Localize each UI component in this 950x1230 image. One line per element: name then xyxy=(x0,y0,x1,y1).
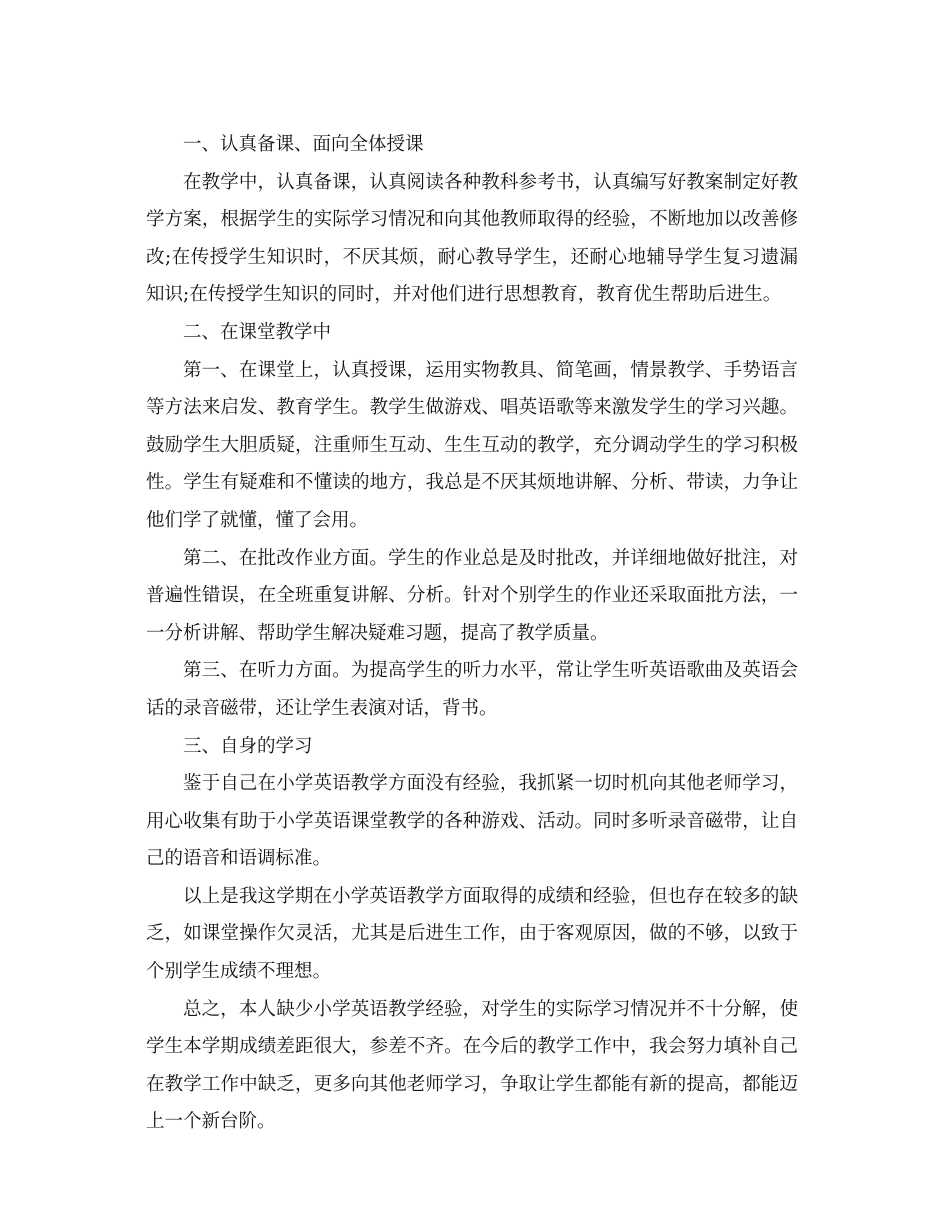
section-heading-self-study: 三、自身的学习 xyxy=(183,735,313,757)
section-heading-classroom: 二、在课堂教学中 xyxy=(183,321,332,343)
paragraph-preparation: 在教学中，认真备课，认真阅读各种教科参考书，认真编写好教案制定好教学方案，根据学生的实际学习情况和向其他教师取得的经验，不断地加以改善修改;在传授学生知识时，不厌其烦，耐心教导学生，还耐心地辅导学生复习遗漏知识;在传授学生知识的同时，并对他们进行思想教育，教育优生帮助后进生。 xyxy=(146,171,798,306)
paragraph-classroom-second: 第二、在批改作业方面。学生的作业总是及时批改，并详细地做好批注，对普遍性错误，在全班重复讲解、分析。针对个别学生的作业还采取面批方法，一一分析讲解、帮助学生解决疑难习题，提高了教学质量。 xyxy=(146,547,798,644)
paragraph-summary-conclusion: 总之，本人缺少小学英语教学经验，对学生的实际学习情况并不十分解，使学生本学期成绩差距很大，参差不齐。在今后的教学工作中，我会努力填补自己在教学工作中缺乏，更多向其他老师学习，争取让学生都能有新的提高，都能迈上一个新台阶。 xyxy=(146,998,798,1133)
paragraph-summary-shortcomings: 以上是我这学期在小学英语教学方面取得的成绩和经验，但也存在较多的缺乏，如课堂操作欠灵活，尤其是后进生工作，由于客观原因，做的不够，以致于个别学生成绩不理想。 xyxy=(146,885,798,983)
paragraph-self-study: 鉴于自己在小学英语教学方面没有经验，我抓紧一切时机向其他老师学习，用心收集有助于小学英语课堂教学的各种游戏、活动。同时多听录音磁带，让自己的语音和语调标准。 xyxy=(146,773,798,870)
paragraph-classroom-third: 第三、在听力方面。为提高学生的听力水平，常让学生听英语歌曲及英语会话的录音磁带，还让学生表演对话，背书。 xyxy=(146,660,798,719)
section-heading-preparation: 一、认真备课、面向全体授课 xyxy=(183,134,424,155)
document-page xyxy=(146,126,798,1141)
paragraph-classroom-first: 第一、在课堂上，认真授课，运用实物教具、简笔画，情景教学、手势语言等方法来启发、教育学生。教学生做游戏、唱英语歌等来激发学生的学习兴趣。鼓励学生大胆质疑，注重师生互动、生生互动的教学，充分调动学生的学习积极性。学生有疑难和不懂读的地方，我总是不厌其烦地讲解、分析、带读，力争让他们学了就懂，懂了会用。 xyxy=(146,359,798,531)
